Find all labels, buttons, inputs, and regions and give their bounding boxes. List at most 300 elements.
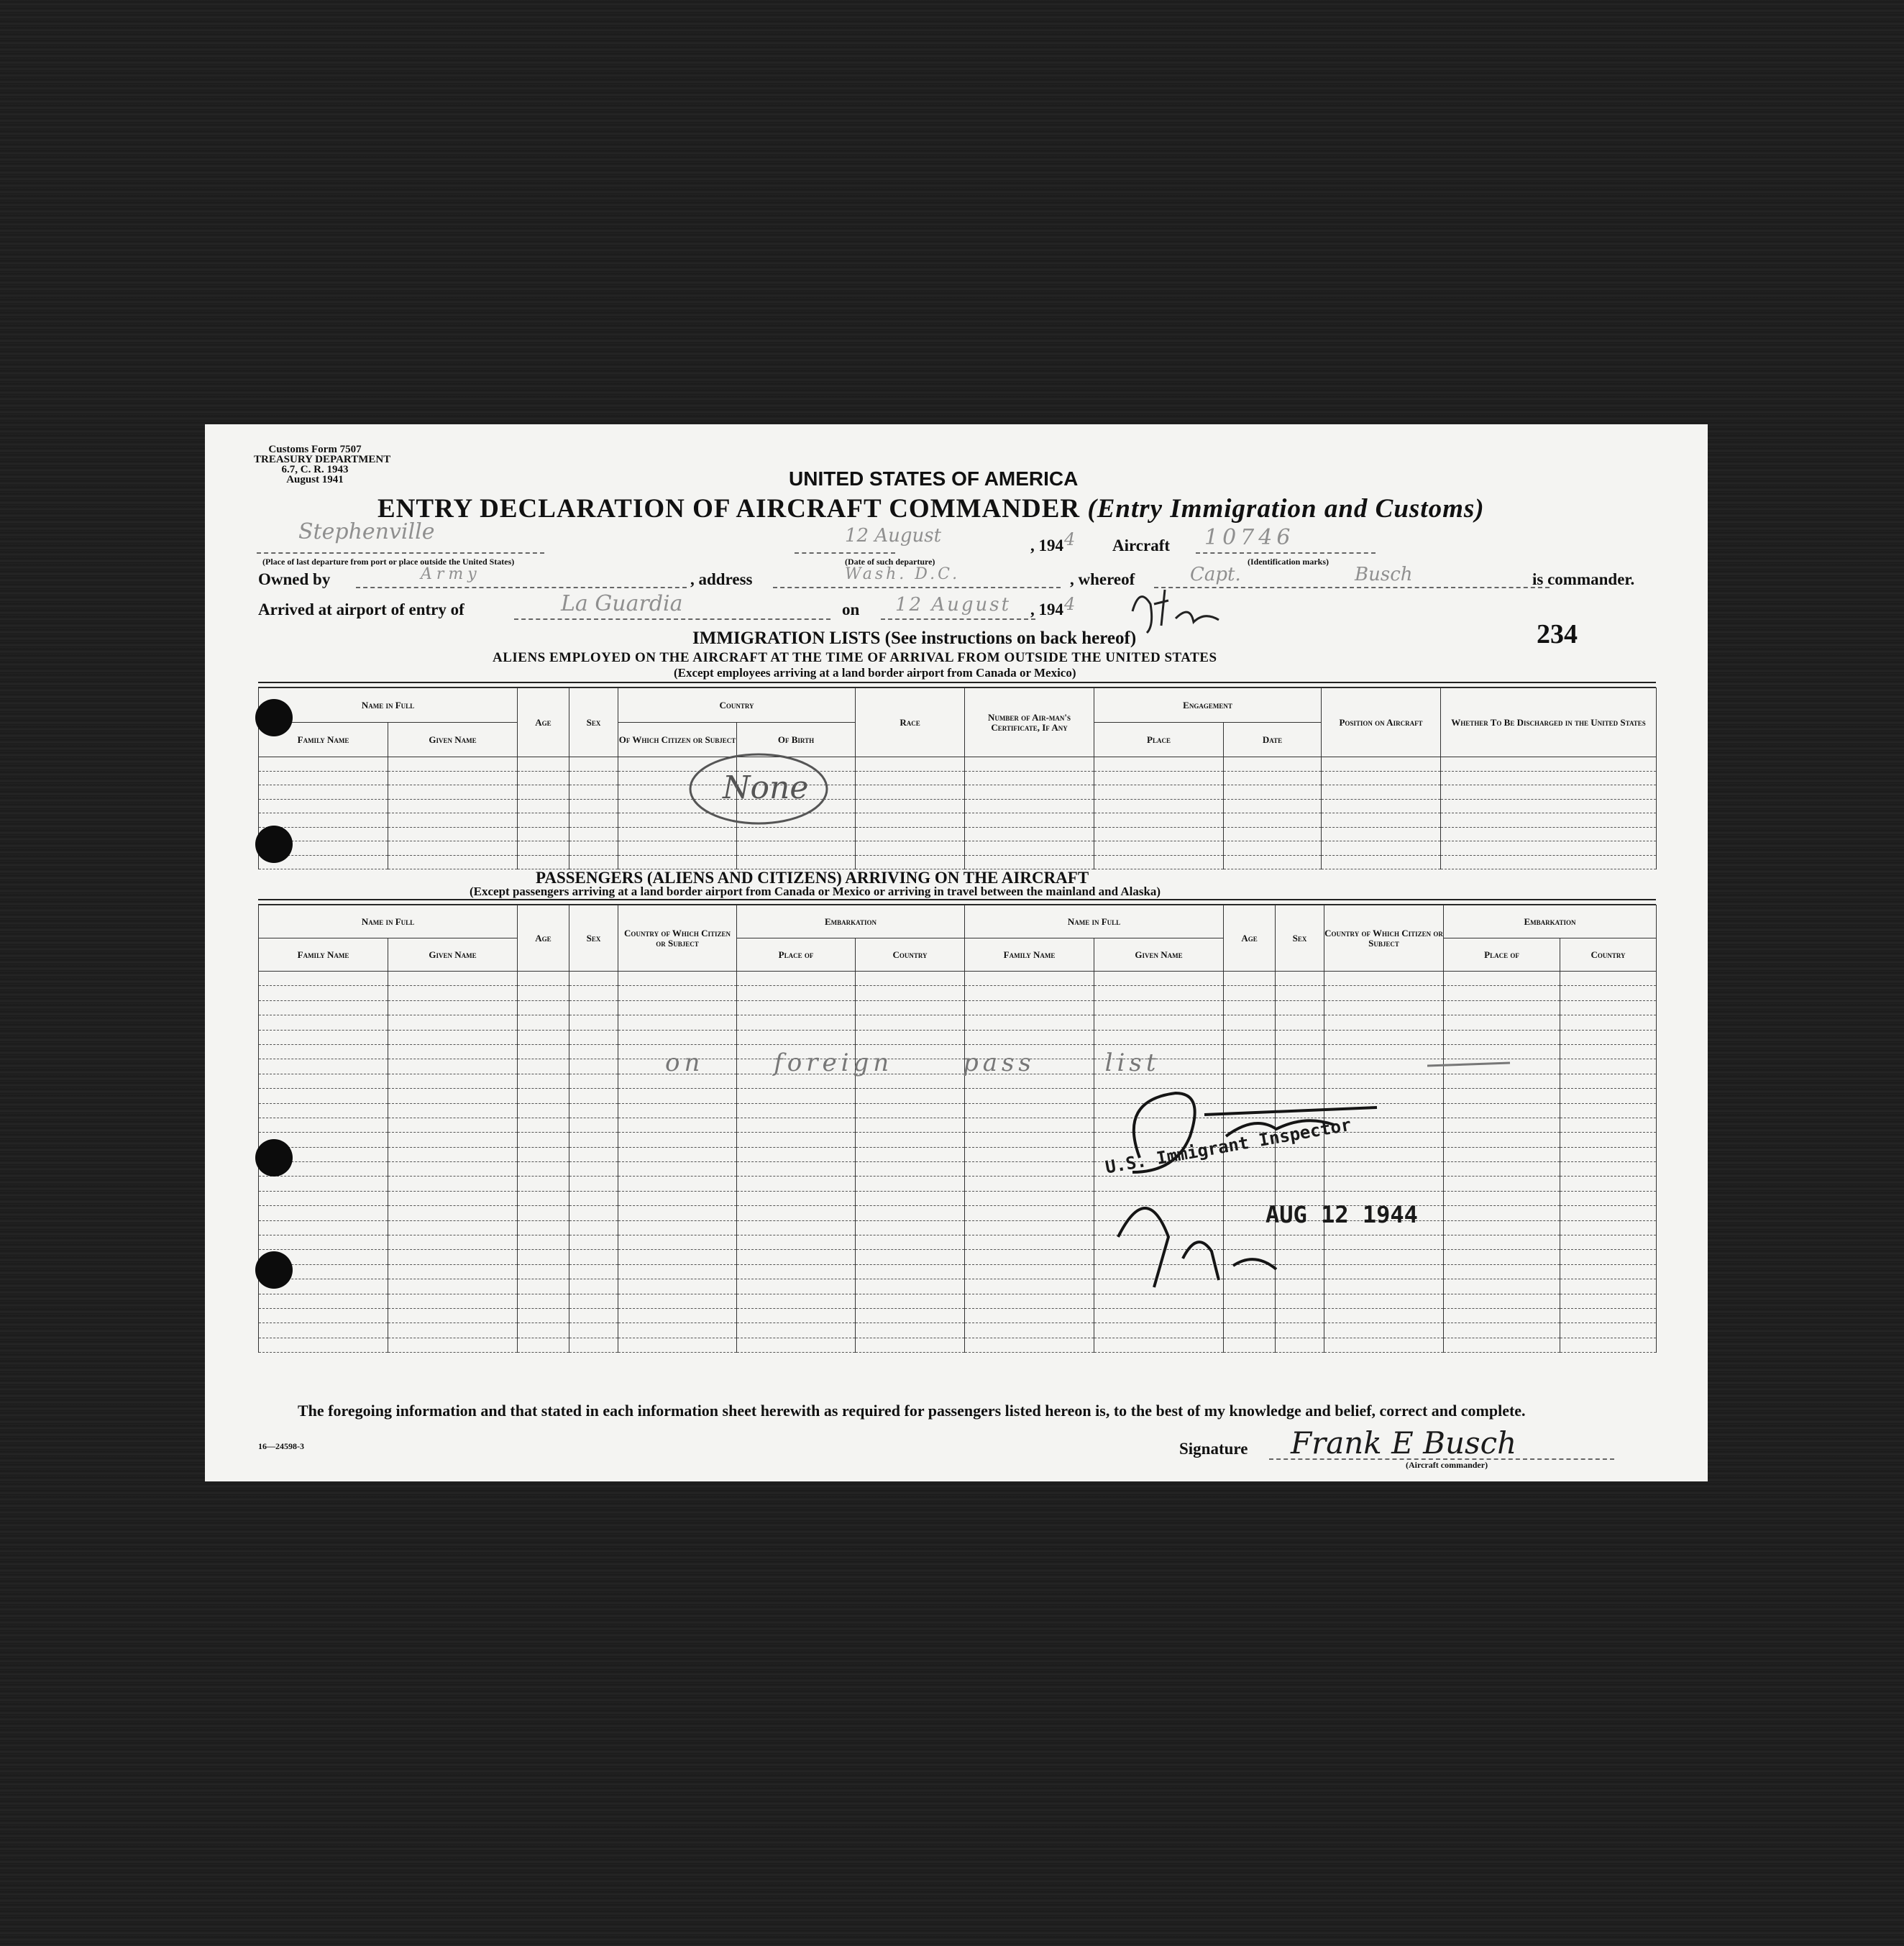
table-cell — [618, 1103, 737, 1118]
table-cell — [1560, 1147, 1657, 1161]
is-commander-label: is commander. — [1532, 570, 1635, 588]
table-cell — [388, 1220, 518, 1235]
table-cell — [388, 841, 518, 856]
address-line — [773, 587, 1061, 588]
table-cell — [1560, 1118, 1657, 1132]
declaration-text: The foregoing information and that stated in each information sheet herewith as required for passengers listed hereon is, to the best of my knowledge and belief, correct and complete. — [298, 1402, 1526, 1420]
form-number: Customs Form 7507 — [268, 444, 362, 455]
passenger-table — [258, 905, 1657, 1353]
table-cell — [737, 1264, 856, 1279]
table-cell — [737, 1030, 856, 1044]
table-cell — [569, 1264, 618, 1279]
table-cell — [856, 1220, 965, 1235]
address: Wash. D.C. — [845, 565, 961, 583]
form-title-paren: (Entry Immigration and Customs) — [1087, 494, 1485, 524]
table-cell — [1322, 757, 1441, 772]
table-cell — [1560, 1044, 1657, 1059]
table-cell — [1441, 785, 1657, 800]
table-cell — [388, 1000, 518, 1015]
sheet-number: 234 — [1537, 619, 1578, 649]
table-cell — [569, 799, 618, 813]
table-cell — [259, 1044, 388, 1059]
table-cell — [1560, 1308, 1657, 1323]
table-cell — [259, 757, 388, 772]
table-cell — [1444, 1206, 1560, 1220]
crew-name-header: Name in Full — [259, 688, 518, 723]
table-cell — [1560, 1133, 1657, 1147]
table-cell — [569, 1162, 618, 1177]
table-cell — [1322, 841, 1441, 856]
table-cell — [618, 1162, 737, 1177]
annotation-strike — [1427, 1057, 1514, 1072]
table-cell — [259, 785, 388, 800]
table-cell — [518, 972, 569, 986]
table-cell — [618, 1206, 737, 1220]
table-cell — [569, 827, 618, 841]
table-cell — [856, 1015, 965, 1030]
commander-name: Capt. Busch — [1190, 564, 1413, 585]
table-cell — [1224, 771, 1322, 785]
table-cell — [518, 1191, 569, 1205]
table-cell — [1224, 757, 1322, 772]
table-cell — [618, 841, 737, 856]
aircraft-id: 10746 — [1204, 525, 1295, 550]
table-cell — [569, 986, 618, 1000]
table-cell — [1444, 1294, 1560, 1308]
table-row — [259, 771, 1657, 785]
table-cell — [1094, 986, 1224, 1000]
table-cell — [618, 1235, 737, 1250]
crew-engagement-header: Engagement — [1094, 688, 1322, 723]
whereof-label: , whereof — [1070, 570, 1135, 588]
table-cell — [1444, 1308, 1560, 1323]
table-cell — [618, 1089, 737, 1103]
table-cell — [856, 1103, 965, 1118]
table-row — [259, 1294, 1657, 1308]
table-cell — [1224, 785, 1322, 800]
pax-place-header-2: Place of — [1444, 938, 1560, 972]
table-cell — [259, 1103, 388, 1118]
aircraft-line — [1196, 552, 1376, 554]
table-cell — [569, 1294, 618, 1308]
crew-given-name-header: Given Name — [388, 723, 518, 757]
table-cell — [1560, 1294, 1657, 1308]
table-cell — [569, 1059, 618, 1074]
table-cell — [569, 972, 618, 986]
owned-by-label: Owned by — [258, 570, 331, 588]
table-cell — [1560, 1264, 1657, 1279]
table-cell — [1560, 1206, 1657, 1220]
table-cell — [1224, 799, 1322, 813]
table-cell — [1444, 972, 1560, 986]
immigration-subtitle2: (Except employees arriving at a land border airport from Canada or Mexico) — [674, 666, 1076, 680]
table-cell — [1224, 1044, 1276, 1059]
table-cell — [618, 1338, 737, 1352]
table-cell — [1444, 1177, 1560, 1191]
table-cell — [1560, 1089, 1657, 1103]
table-cell — [1224, 1015, 1276, 1030]
table-cell — [569, 1133, 618, 1147]
table-cell — [965, 757, 1094, 772]
table-row — [259, 1264, 1657, 1279]
table-cell — [856, 1177, 965, 1191]
table-cell — [1444, 1089, 1560, 1103]
table-cell — [259, 1323, 388, 1338]
table-cell — [618, 1133, 737, 1147]
table-cell — [518, 827, 569, 841]
punch-hole-1 — [255, 699, 293, 736]
table-cell — [388, 1089, 518, 1103]
table-cell — [1444, 1133, 1560, 1147]
table-cell — [388, 1044, 518, 1059]
table-cell — [1224, 813, 1322, 828]
table-cell — [1560, 972, 1657, 986]
table-cell — [737, 1191, 856, 1205]
table-cell — [259, 1089, 388, 1103]
table-cell — [569, 1220, 618, 1235]
pax-sex-header: Sex — [569, 905, 618, 972]
table-cell — [518, 1206, 569, 1220]
table-row — [259, 1133, 1657, 1147]
table-cell — [259, 1294, 388, 1308]
table-row — [259, 1147, 1657, 1161]
table-cell — [856, 1279, 965, 1294]
table-cell — [1441, 841, 1657, 856]
table-cell — [518, 1250, 569, 1264]
table-cell — [518, 1074, 569, 1088]
table-cell — [1444, 1264, 1560, 1279]
table-cell — [388, 1103, 518, 1118]
table-cell — [737, 1133, 856, 1147]
table-cell — [618, 986, 737, 1000]
place-caption: (Place of last departure from port or place outside the United States) — [262, 557, 515, 567]
punch-hole-2 — [255, 826, 293, 863]
table-cell — [618, 1177, 737, 1191]
table-cell — [856, 1133, 965, 1147]
table-cell — [388, 1015, 518, 1030]
table-cell — [388, 1235, 518, 1250]
year-label-1: , 194 — [1030, 536, 1063, 554]
table-cell — [965, 1294, 1094, 1308]
owner: Army — [421, 565, 481, 583]
table-cell — [1560, 1177, 1657, 1191]
table-cell — [1094, 1338, 1224, 1352]
table-cell — [518, 1030, 569, 1044]
crew-citizen-header: Of Which Citizen or Subject — [618, 723, 737, 757]
table-cell — [1444, 1250, 1560, 1264]
table-cell — [737, 1089, 856, 1103]
table-row — [259, 986, 1657, 1000]
table-cell — [1322, 827, 1441, 841]
table-cell — [965, 785, 1094, 800]
table-cell — [388, 1030, 518, 1044]
immigration-title: IMMIGRATION LISTS (See instructions on back hereof) — [692, 629, 1137, 648]
table-row — [259, 785, 1657, 800]
table-cell — [618, 1323, 737, 1338]
table-cell — [618, 1294, 737, 1308]
table-cell — [737, 1338, 856, 1352]
crew-country-header: Country — [618, 688, 856, 723]
table-cell — [1441, 813, 1657, 828]
table-cell — [1560, 1015, 1657, 1030]
table-cell — [737, 972, 856, 986]
table-cell — [1324, 1338, 1444, 1352]
table-cell — [259, 799, 388, 813]
pax-name-header: Name in Full — [259, 905, 518, 938]
table-cell — [259, 1220, 388, 1235]
table-cell — [259, 1308, 388, 1323]
address-label: , address — [690, 570, 753, 588]
crew-discharged-header: Whether To Be Discharged in the United States — [1441, 688, 1657, 757]
table-cell — [737, 1000, 856, 1015]
table-cell — [1324, 972, 1444, 986]
table-cell — [518, 1162, 569, 1177]
table-cell — [518, 1294, 569, 1308]
table-cell — [259, 1118, 388, 1132]
table-cell — [388, 1264, 518, 1279]
table-row — [259, 799, 1657, 813]
table-cell — [518, 986, 569, 1000]
table-cell — [1322, 813, 1441, 828]
table-cell — [518, 785, 569, 800]
table-cell — [1276, 986, 1324, 1000]
table-cell — [618, 1030, 737, 1044]
table-cell — [1444, 1000, 1560, 1015]
table-cell — [259, 771, 388, 785]
pax-embarkation-header-2: Embarkation — [1444, 905, 1657, 938]
table-cell — [388, 813, 518, 828]
table-cell — [388, 1308, 518, 1323]
form-code: 16—24598-3 — [258, 1441, 304, 1451]
table-cell — [856, 1206, 965, 1220]
table-cell — [1224, 1338, 1276, 1352]
table-cell — [965, 771, 1094, 785]
table-cell — [569, 855, 618, 869]
table-row — [259, 1162, 1657, 1177]
table-cell — [259, 972, 388, 986]
table-cell — [1441, 827, 1657, 841]
table-cell — [518, 841, 569, 856]
table-cell — [965, 1191, 1094, 1205]
table-cell — [569, 1074, 618, 1088]
table-cell — [965, 1308, 1094, 1323]
table-row — [259, 1089, 1657, 1103]
table-cell — [388, 771, 518, 785]
table-cell — [965, 1030, 1094, 1044]
table-cell — [1324, 1044, 1444, 1059]
table-cell — [388, 757, 518, 772]
table-cell — [518, 1015, 569, 1030]
table-cell — [518, 1308, 569, 1323]
table-cell — [737, 1015, 856, 1030]
table-cell — [737, 1250, 856, 1264]
table-cell — [856, 841, 965, 856]
table-cell — [856, 757, 965, 772]
table-cell — [518, 1264, 569, 1279]
table-cell — [259, 1235, 388, 1250]
table-cell — [518, 1044, 569, 1059]
table-cell — [856, 1118, 965, 1132]
table-cell — [1094, 799, 1224, 813]
country-heading: UNITED STATES OF AMERICA — [789, 467, 1079, 490]
table-cell — [388, 785, 518, 800]
table-cell — [618, 1220, 737, 1235]
table-cell — [1276, 1308, 1324, 1323]
pax-age-header: Age — [518, 905, 569, 972]
form-title — [377, 493, 1485, 524]
table-cell — [618, 1015, 737, 1030]
table-cell — [737, 1103, 856, 1118]
table-cell — [737, 1147, 856, 1161]
table-cell — [388, 1323, 518, 1338]
table-cell — [518, 799, 569, 813]
table-cell — [1224, 972, 1276, 986]
table-cell — [388, 1074, 518, 1088]
table-cell — [737, 1118, 856, 1132]
crew-place-header: Place — [1094, 723, 1224, 757]
departure-date: 12 August — [845, 525, 942, 547]
table-cell — [737, 1162, 856, 1177]
department: TREASURY DEPARTMENT — [254, 454, 391, 465]
table-cell — [965, 855, 1094, 869]
table-cell — [1560, 1338, 1657, 1352]
table-cell — [388, 1191, 518, 1205]
table-cell — [965, 827, 1094, 841]
pax-age-header-2: Age — [1224, 905, 1276, 972]
date-line — [795, 552, 895, 554]
table-row — [259, 1323, 1657, 1338]
table-cell — [1094, 972, 1224, 986]
crew-position-header: Position on Aircraft — [1322, 688, 1441, 757]
table-cell — [518, 1323, 569, 1338]
table-cell — [259, 1191, 388, 1205]
table-cell — [1441, 757, 1657, 772]
handwritten-initials — [1125, 583, 1233, 640]
pax-place-header: Place of — [737, 938, 856, 972]
table-cell — [737, 1220, 856, 1235]
table-cell — [518, 1089, 569, 1103]
punch-hole-3 — [255, 1139, 293, 1177]
crew-family-name-header: Family Name — [259, 723, 388, 757]
table-cell — [1276, 1338, 1324, 1352]
table-cell — [569, 1015, 618, 1030]
pax-name-header-2: Name in Full — [965, 905, 1224, 938]
table-cell — [856, 1000, 965, 1015]
table-cell — [1441, 799, 1657, 813]
table-cell — [518, 1338, 569, 1352]
table-cell — [1276, 972, 1324, 986]
table-cell — [259, 813, 388, 828]
edition-date: August 1941 — [286, 474, 344, 485]
table-cell — [1560, 1162, 1657, 1177]
table-cell — [856, 855, 965, 869]
table-cell — [737, 1235, 856, 1250]
table-cell — [1560, 1000, 1657, 1015]
entry-declaration-form — [205, 424, 1708, 1481]
table-cell — [569, 1323, 618, 1338]
table-cell — [618, 1264, 737, 1279]
table-cell — [388, 1279, 518, 1294]
pax-given-header-2: Given Name — [1094, 938, 1224, 972]
table-cell — [569, 1089, 618, 1103]
table-cell — [569, 841, 618, 856]
table-cell — [1444, 1030, 1560, 1044]
table-row — [259, 1191, 1657, 1205]
table-cell — [388, 1177, 518, 1191]
table-cell — [1276, 1015, 1324, 1030]
table-cell — [259, 1030, 388, 1044]
table-row — [259, 1015, 1657, 1030]
table-cell — [1444, 1118, 1560, 1132]
table-cell — [388, 972, 518, 986]
table-cell — [1094, 1015, 1224, 1030]
table-cell — [388, 1294, 518, 1308]
table-cell — [965, 972, 1094, 986]
pax-sex-header-2: Sex — [1276, 905, 1324, 972]
table-cell — [569, 1147, 618, 1161]
table-cell — [618, 827, 737, 841]
table-cell — [1324, 1308, 1444, 1323]
pax-country-header: Country — [856, 938, 965, 972]
table-row — [259, 1308, 1657, 1323]
table-cell — [965, 1000, 1094, 1015]
table-cell — [1560, 1059, 1657, 1074]
table-cell — [1224, 986, 1276, 1000]
table-cell — [618, 1000, 737, 1015]
table-cell — [259, 1074, 388, 1088]
table-cell — [856, 1162, 965, 1177]
crew-none-text: None — [723, 769, 809, 806]
table-cell — [618, 1250, 737, 1264]
place-of-departure: Stephenville — [298, 519, 435, 544]
table-cell — [965, 1118, 1094, 1132]
table-cell — [965, 799, 1094, 813]
table-cell — [856, 1338, 965, 1352]
table-cell — [965, 1250, 1094, 1264]
table-cell — [618, 1191, 737, 1205]
table-cell — [965, 1279, 1094, 1294]
table-cell — [569, 1235, 618, 1250]
table-cell — [737, 1294, 856, 1308]
table-cell — [1560, 1235, 1657, 1250]
table-cell — [259, 1177, 388, 1191]
table-cell — [1324, 1030, 1444, 1044]
table-cell — [856, 1264, 965, 1279]
table-cell — [569, 1103, 618, 1118]
table-cell — [856, 986, 965, 1000]
crew-race-header: Race — [856, 688, 965, 757]
table-cell — [569, 1308, 618, 1323]
table-row — [259, 1338, 1657, 1352]
table-cell — [388, 1338, 518, 1352]
table-cell — [569, 1030, 618, 1044]
table-cell — [569, 1206, 618, 1220]
table-cell — [965, 1235, 1094, 1250]
year-label-2: , 194 — [1030, 600, 1063, 618]
pax-given-header: Given Name — [388, 938, 518, 972]
table-cell — [965, 1162, 1094, 1177]
crew-rows — [259, 757, 1657, 869]
table-cell — [856, 1235, 965, 1250]
table-cell — [1560, 1250, 1657, 1264]
year-1: 4 — [1064, 529, 1076, 549]
table-cell — [259, 986, 388, 1000]
on-label: on — [842, 600, 860, 618]
table-cell — [1224, 1000, 1276, 1015]
table-cell — [1444, 1147, 1560, 1161]
table-cell — [965, 1015, 1094, 1030]
crew-birth-header: Of Birth — [737, 723, 856, 757]
